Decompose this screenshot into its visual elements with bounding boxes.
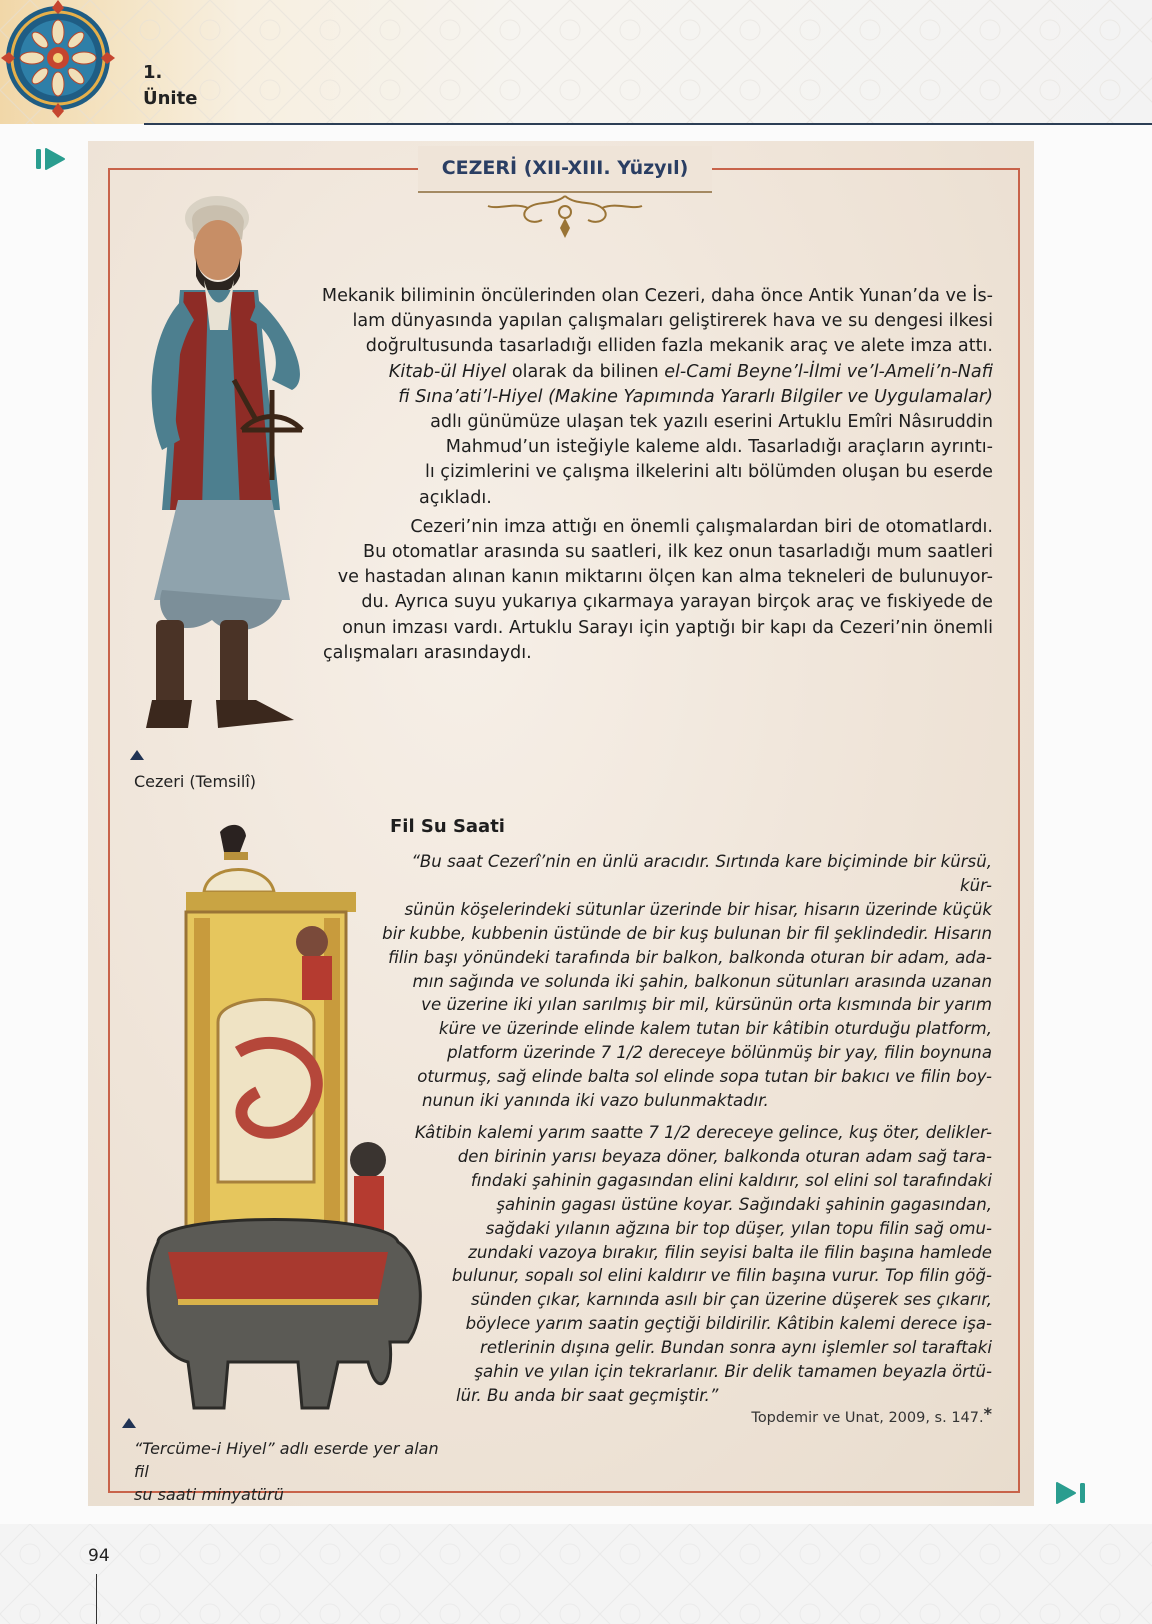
quote-line: platform üzerinde 7 1/2 dereceye bölünmüş bir yay, filin boynuna [447,1043,992,1063]
miniature-caption [134,1437,454,1506]
text-line: Mekanik biliminin öncülerinden olan Cezeri, daha önce Antik Yunan’da ve İs- [321,286,993,306]
book-title-full: el-Cami Beyne’l-İlmi ve’l-Ameli’n-Nafi [664,361,993,382]
quote-block [378,850,992,1416]
quote-line: fındaki şahinin gagasından elini kaldırır, sol elini sol tarafındaki [470,1170,992,1190]
footer-pattern [0,1524,1152,1624]
page-number-rule [96,1574,97,1624]
section-end-icon [1054,1480,1088,1506]
quote-line: sünün köşelerindeki sütunlar üzerinde bir hisar, hisarın üzerinde küçük [404,899,992,919]
quote-line: ve üzerine iki yılan sarılmış bir mil, kürsünün orta kısmında bir yarım [421,995,992,1015]
quote-line: lür. Bu anda bir saat geçmiştir.” [456,1385,719,1405]
quote-paragraph-1 [378,850,992,1113]
text-line: onun imzası vardı. Artuklu Sarayı için yaptığı bir kapı da Cezeri’nin önemli [342,617,993,638]
source-text: Topdemir ve Unat, 2009, s. 147. [751,1410,984,1426]
text-line: adlı günümüze ulaşan tek yazılı eserini Artuklu Emîri Nâsıruddin [430,412,993,433]
text-line: Bu otomatlar arasında su saatleri, ilk kez onun tasarladığı mum saatleri [363,542,993,563]
section-heading: Fil Su Saati [390,816,505,837]
caption-pointer-icon [122,1418,136,1428]
quote-line: oturmuş, sağ elinde balta sol elinde sopa tutan bir bakıcı ve filin boy- [417,1067,992,1087]
quote-paragraph-2 [378,1121,992,1408]
footer-band [0,1524,1152,1624]
source-citation [751,1404,992,1426]
quote-line: sünden çıkar, karnında asılı bir çan üzerine düşerek ses çıkarır, [470,1290,992,1310]
quote-line: Kâtibin kalemi yarım saatte 7 1/2 dereceye gelince, kuş öter, delikler- [414,1122,992,1142]
text-line: Mahmud’un isteğiyle kaleme aldı. Tasarladığı araçların ayrıntı- [445,437,993,458]
page-number: 94 [88,1546,110,1566]
text-line: lam dünyasında yapılan çalışmaları geliştirerek hava ve su dengesi ilkesi [352,311,993,332]
caption-line: “Tercüme-i Hiyel” adlı eserde yer alan fil [134,1439,439,1481]
text-line: çalışmaları arasındaydı. [323,642,532,663]
quote-line: bulunur, sopalı sol elini kaldırır ve filin başına vurur. Top filin göğ- [451,1266,992,1286]
quote-line: retlerinin dışına gelir. Bundan sonra aynı işlemler sol taraftaki [480,1338,992,1358]
quote-line: mın sağında ve solunda iki şahin, balkonun sütunları arasında uzanan [412,971,992,991]
unit-label: Ünite [143,88,198,109]
quote-line: zundaki vazoya bırakır, filin seyisi balta ile filin başına hamlede [468,1242,992,1262]
text-line: açıkladı. [419,487,492,508]
caption-pointer-icon [130,750,144,760]
footnote-mark: * [983,1404,992,1423]
paragraph-1 [300,284,993,511]
box-title: CEZERİ (XII-XIII. Yüzyıl) [418,146,712,190]
quote-line: filin başı yönündeki tarafında bir balkon, balkonda oturan bir adam, ada- [388,947,992,967]
quote-line: “Bu saat Cezerî’nin en ünlü aracıdır. Sırtında kare biçiminde bir kürsü, kür- [411,852,992,895]
title-ornament-icon [418,188,712,244]
text-line: ve hastadan alınan kanın miktarını ölçen kan alma tekneleri de bulunuyor- [337,567,993,588]
quote-line: sağdaki yılanın ağzına bir top düşer, yılan topu filin sağ omu- [485,1218,992,1238]
portrait-caption: Cezeri (Temsilî) [134,772,257,791]
text-line: Cezeri’nin imza attığı en önemli çalışmalardan biri de otomatlardı. [410,516,993,537]
book-title-continued: fi Sına’ati’l-Hiyel (Makine Yapımında Yararlı Bilgiler ve Uygulamalar) [398,386,993,407]
text-line: doğrultusunda tasarladığı elliden fazla mekanik araç ve alete imza attı. [365,336,993,357]
quote-line: den birinin yarısı beyaza döner, balkonda oturan adam sağ tara- [457,1146,992,1166]
quote-line: nunun iki yanında iki vazo bulunmaktadır. [422,1091,769,1111]
rosette-ornament-icon [1,0,115,124]
quote-line: küre ve üzerinde elinde kalem tutan bir kâtibin oturduğu platform, [438,1019,992,1039]
quote-line: bir kubbe, kubbenin üstünde de bir kuş bulunan bir fil şeklindedir. Hisarın [382,923,992,943]
text-line: du. Ayrıca suyu yukarıya çıkarmaya yarayan birçok araç ve fıskiyede de [361,592,993,613]
header-divider [144,123,1152,125]
quote-line: şahinin gagası üstüne koyar. Sağındaki şahinin gagasından, [496,1194,992,1214]
intro-text [300,284,993,670]
quote-line: şahin ve yılan için tekrarlanır. Bir delik tamamen beyazla örtü- [474,1362,992,1382]
book-title-short: Kitab-ül Hiyel [388,361,507,382]
paragraph-2 [300,515,993,666]
quote-line: böylece yarım saatin geçtiği bildirilir. Kâtibin kalemi derece işa- [465,1314,992,1334]
unit-number: 1. [143,62,163,83]
caption-line: su saati minyatürü [134,1485,284,1504]
text-line: lı çizimlerini ve çalışma ilkelerini altı bölümden oluşan bu eserde [424,462,993,483]
section-start-icon [34,146,68,172]
text-line: olarak da bilinen [506,361,665,382]
